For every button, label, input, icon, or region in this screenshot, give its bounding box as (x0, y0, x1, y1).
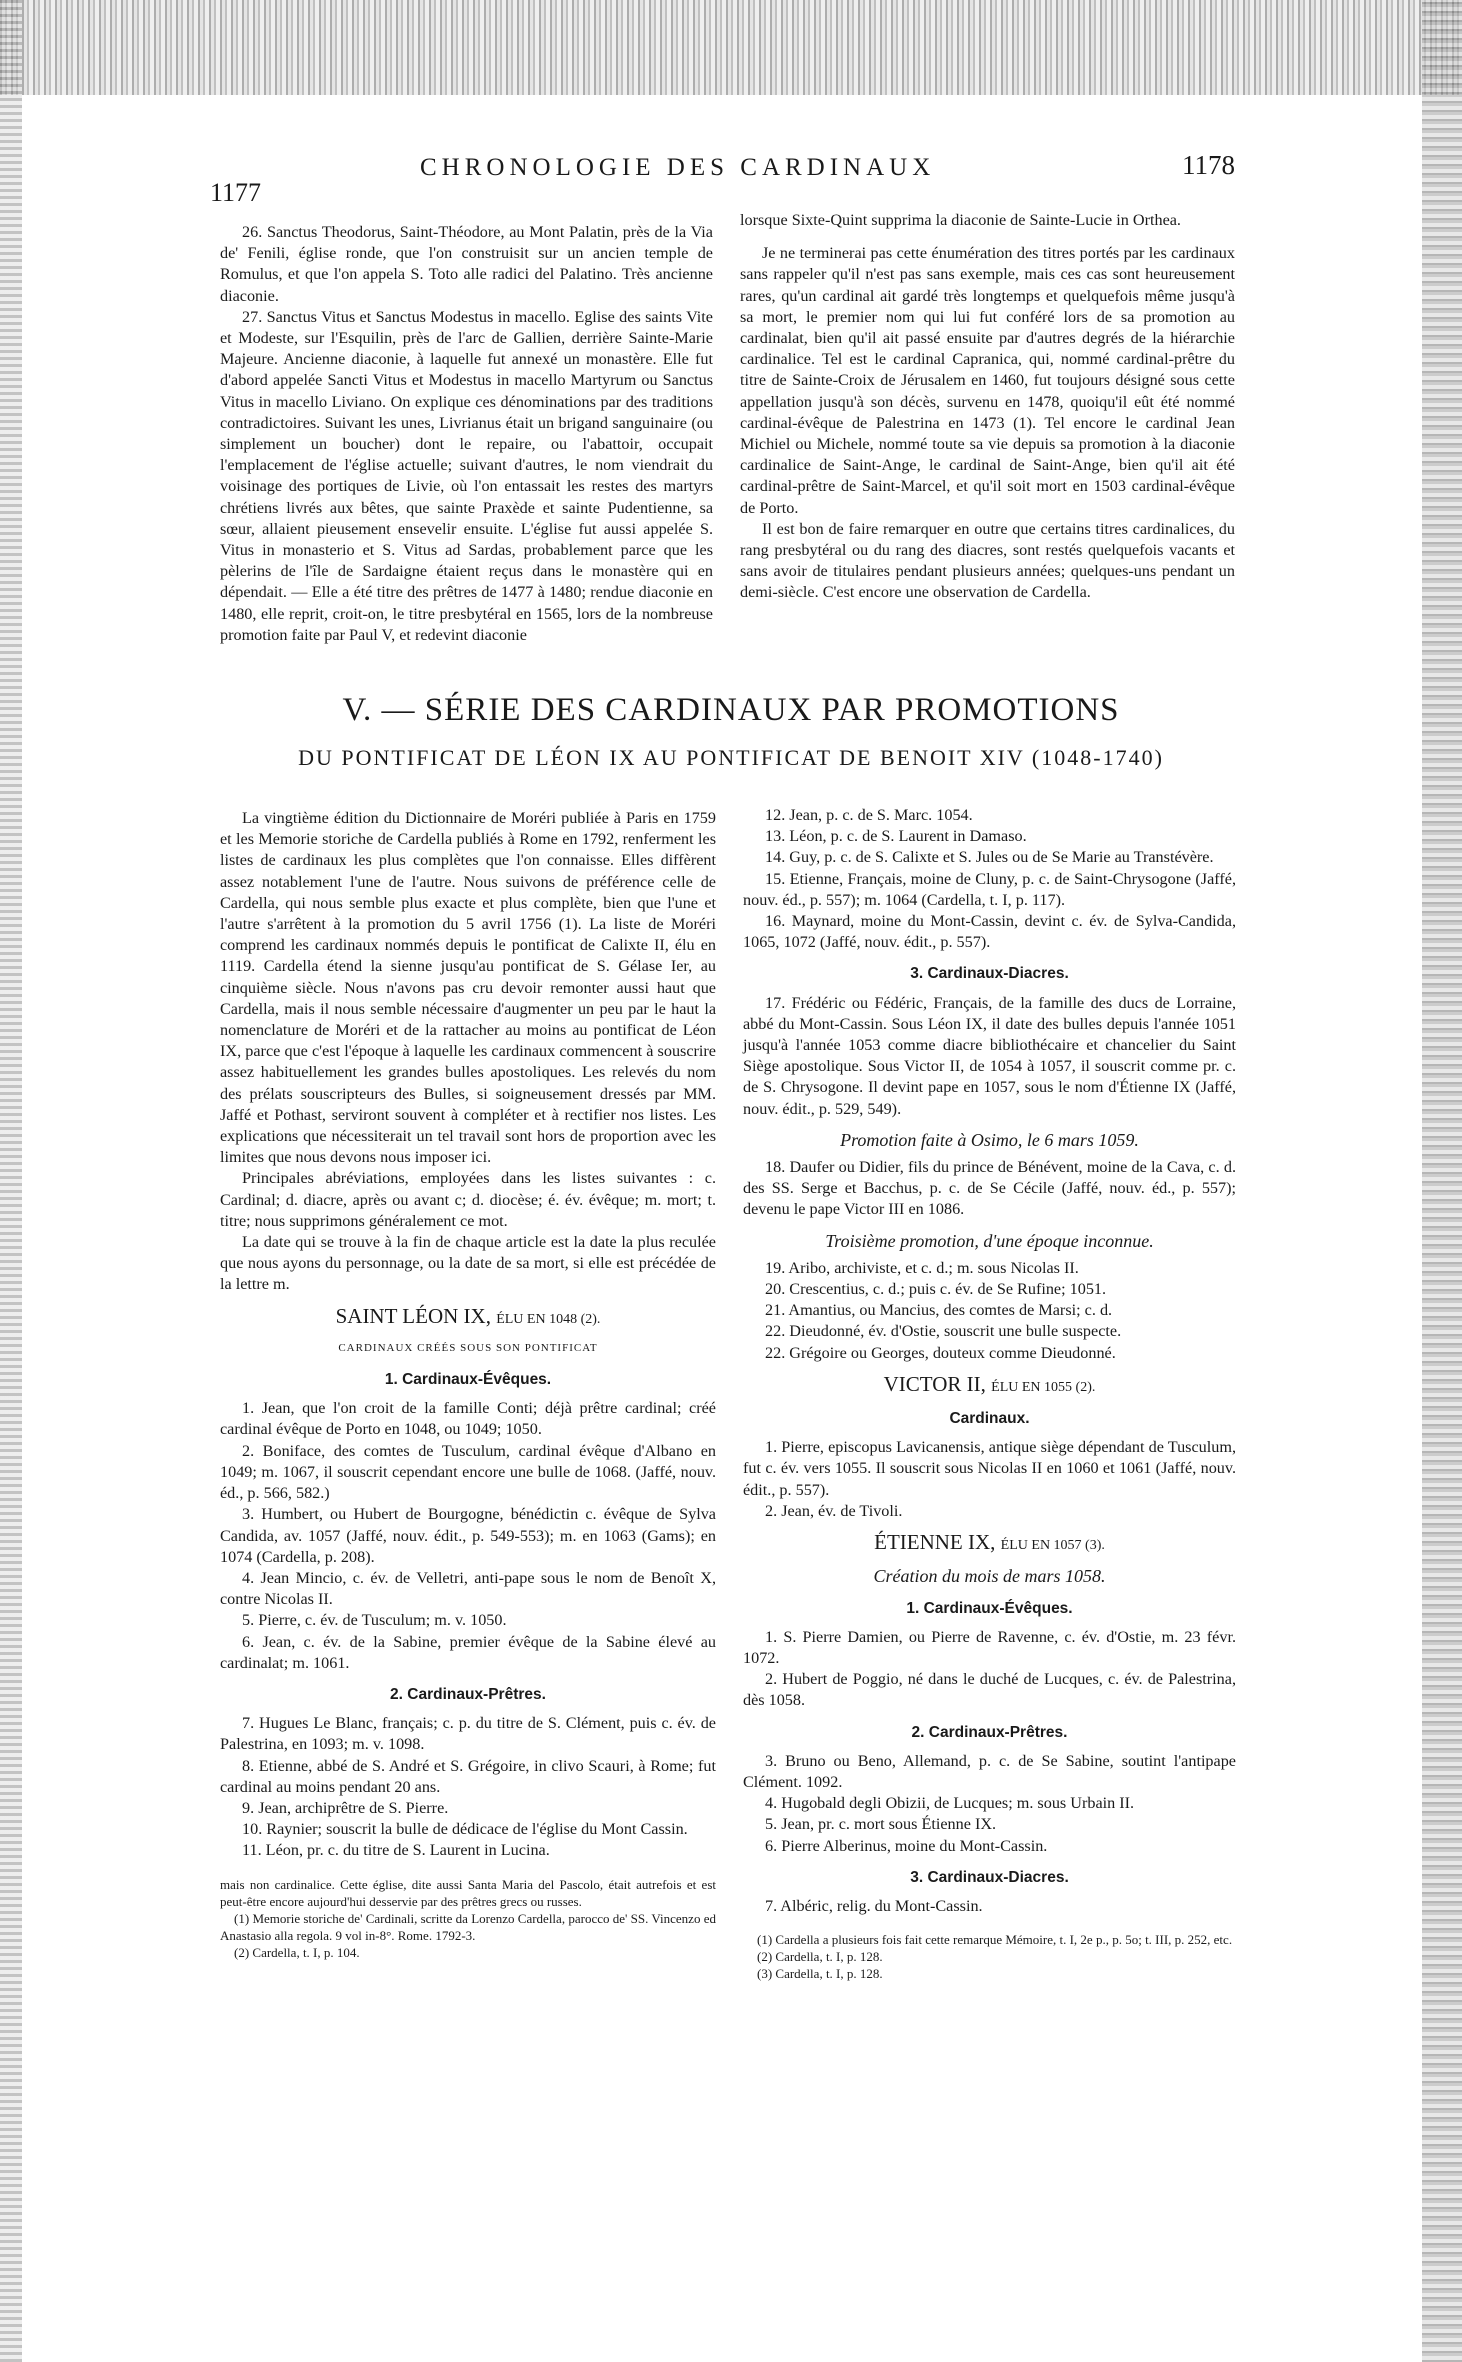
list-item: 1. Pierre, episcopus Lavicanensis, antique siège dépendant de Tusculum, fut c. év. vers 1055. Il souscrit sous Nicolas II en 1060 et 1061 (Jaffé, nouv. édit., p. 557). (743, 1438, 1236, 1499)
pontiff-name: ÉTIENNE IX, (874, 1530, 996, 1555)
list-item: 22. Dieudonné, év. d'Ostie, souscrit une bulle suspecte. (765, 1322, 1122, 1341)
category-heading: 3. Cardinaux-Diacres. (910, 965, 1069, 983)
paragraph: 27. Sanctus Vitus et Sanctus Modestus in macello. Eglise des saints Vite et Modeste, sur l'Esquilin, près de l'arc de Gallien, derrière Sainte-Marie Majeure. Ancienne diaconie, à laquelle fut annexé un monastère. Elle fut d'abord appelée Sancti Vitus et Modestus in macello Martyrum ou Sanctus Vitus in macello Liviano. On explique ces dénominations par des traditions contradictoires. Suivant les unes, Livrianus était un brigand sanguinaire (ou simplement un boucher) dont le repaire, ou l'abattoir, occupait l'emplacement de l'église actuelle; suivant d'autres, le nom viendrait du voisinage des portiques de Livie, où l'on entassait les restes des martyrs chrétiens livrés aux bêtes, que sainte Praxède et sainte Pudentienne, sa sœur, allaient pieusement ensevelir ensuite. L'église fut aussi appelée S. Vitus in monasterio et S. Vitus ad Sardas, probablement parce que les pèlerins de l'île de Sardaigne étaient reçus dans le monastère qui en dépendait. — Elle a été titre des prêtres de 1477 à 1480; rendue diaconie en 1480, elle reprit, croit-on, le titre presbytéral en 1565, lors de la nombreuse promotion faite par Paul V, et redevint diaconie (220, 307, 713, 644)
pontiff-heading (220, 1303, 716, 1330)
running-title: CHRONOLOGIE DES CARDINAUX (420, 154, 936, 181)
footnote: (3) Cardella, t. I, p. 128. (757, 1966, 883, 1982)
list-item: 2. Boniface, des comtes de Tusculum, cardinal évêque d'Albano en 1049; m. 1067, il souscrit cependant encore une bulle de 1068. (Jaffé, nouv. éd., p. 566, 582.) (220, 1441, 716, 1503)
pontiff-elected: ÉLU EN 1048 (2). (496, 1311, 601, 1327)
list-item: 7. Hugues Le Blanc, français; c. p. du titre de S. Clément, puis c. év. de Palestrina, en 1093; m. v. 1098. (220, 1714, 716, 1754)
top-right-column (740, 210, 1235, 604)
list-item: 13. Léon, p. c. de S. Laurent in Damaso. (765, 827, 1027, 846)
footnotes-left (220, 1876, 716, 1961)
footnote: (2) Cardella, t. I, p. 104. (234, 1944, 360, 1960)
category-heading: 1. Cardinaux-Évêques. (906, 1599, 1073, 1617)
scanned-right-edge (1422, 0, 1462, 2362)
paragraph: lorsque Sixte-Quint supprima la diaconie de Sainte-Lucie in Orthea. (740, 211, 1181, 229)
pontiff-heading (743, 1371, 1236, 1398)
category-heading: 2. Cardinaux-Prêtres. (390, 1685, 546, 1703)
list-item: 3. Bruno ou Beno, Allemand, p. c. de Se Sabine, soutint l'antipape Clément. 1092. (743, 1751, 1236, 1791)
intro-paragraph: La vingtième édition du Dictionnaire de Moréri publiée à Paris en 1759 et les Memorie storiche de Cardella publiés à Rome en 1792, renferment les listes de cardinaux les plus complètes que l'on connaisse. Elles diffèrent assez notablement l'une de l'autre. Nous suivons de préférence celle de Cardella, qui nous semble plus exacte et plus complète, bien que l'une et l'autre s'arrêtent à la promotion du 5 avril 1756 (1). La liste de Moréri comprend les cardinaux nommés depuis le pontificat de Calixte II, élu en 1119. Cardella étend la sienne jusqu'au pontificat de S. Gélase Ier, au cinquième siècle. Nous n'avons pas cru devoir remonter aussi haut que Cardella, mais il nous semble nécessaire d'augmenter un peu par le haut la nomenclature de Moréri et de la rattacher au moins au pontificat de Léon IX, parce que c'est l'époque à laquelle les cardinaux commencent à souscrire assez habituellement les grandes bulles apostoliques. Les relevés du nom des prélats souscripteurs des Bulles, si soigneusement dressés par MM. Jaffé et Pothast, serviront souvent à compléter et à rectifier nos listes. Les explications que nécessiterait un tel travail sont hors de proportion avec les limites que nous devons nous imposer ici. (220, 809, 716, 1167)
list-item: 3. Humbert, ou Hubert de Bourgogne, bénédictin c. évêque de Sylva Candida, av. 1057 (Jaffé, nouv. édit., p. 549-553); m. en 1063 (Gams); en 1074 (Cardella, p. 208). (220, 1505, 716, 1566)
list-item: 12. Jean, p. c. de S. Marc. 1054. (765, 806, 973, 824)
pontiff-heading (743, 1532, 1236, 1556)
intro-paragraph: Principales abréviations, employées dans les listes suivantes : c. Cardinal; d. diacre, après ou avant c; d. diocèse; é. év. évêque; m. mort; t. titre; nous supprimons généralement ce mot. (220, 1169, 716, 1230)
list-item: 22. Grégoire ou Georges, douteux comme Dieudonné. (765, 1343, 1116, 1362)
list-item: 2. Hubert de Poggio, né dans le duché de Lucques, c. év. de Palestrina, dès 1058. (743, 1670, 1236, 1710)
category-heading: 2. Cardinaux-Prêtres. (911, 1723, 1068, 1741)
intro-paragraph: La date qui se trouve à la fin de chaque article est la date la plus reculée que nous ayons du personnage, ou la date de sa mort, si elle est précédée de la lettre m. (220, 1233, 716, 1294)
list-item: 10. Raynier; souscrit la bulle de dédicace de l'église du Mont Cassin. (242, 1820, 688, 1839)
promotion-heading: Promotion faite à Osimo, le 6 mars 1059. (840, 1129, 1139, 1150)
page-number-right: 1178 (1182, 150, 1235, 180)
list-item: 2. Jean, év. de Tivoli. (765, 1501, 903, 1520)
pontiff-elected: ÉLU EN 1057 (3). (1000, 1538, 1105, 1554)
paragraph: Je ne terminerai pas cette énumération des titres portés par les cardinaux sans rappeler qu'il n'est pas sans exemple, mais ces cas sont heureusement rares, qu'un cardinal ait gardé très longtemps et quelquefois même jusqu'à sa mort, le premier nom qui lui fut conféré lors de sa promotion au cardinalat, bien qu'il ait passé ensuite par d'autres degrés de la hiérarchie cardinalice. Tel est le cardinal Capranica, qui, nommé cardinal-prêtre du titre de Sainte-Croix de Jérusalem en 1460, fut toujours désigné sous cette appellation jusqu'à son décès, survenu en 1478, quoiqu'il eût été nommé cardinal-évêque de Palestrina en 1473 (1). Tel encore le cardinal Jean Michiel ou Michele, nommé toute sa vie depuis sa promotion à la diaconie cardinalice de Saint-Ange, le cardinal de Saint-Ange, bien qu'il ait été cardinal-prêtre de Saint-Marcel, et qu'il soit mort en 1503 cardinal-évêque de Porto. (740, 244, 1235, 517)
paragraph: 26. Sanctus Theodorus, Saint-Théodore, au Mont Palatin, près de la Via de' Fenili, église ronde, que l'on construisit sur un ancien temple de Romulus, et que l'on appela S. Toto alle radici del Palatino. Très ancienne diaconie. (220, 223, 713, 305)
list-item: 18. Daufer ou Didier, fils du prince de Bénévent, moine de la Cava, c. d. des SS. Serge et Bacchus, p. c. de Se Cécile (Jaffé, nouv. éd., p. 557); devenu le pape Victor III en 1086. (743, 1158, 1236, 1219)
list-item: 8. Etienne, abbé de S. André et S. Grégoire, in clivo Scauri, à Rome; fut cardinal au moins pendant 20 ans. (220, 1756, 716, 1796)
list-item: 5. Pierre, c. év. de Tusculum; m. v. 1050. (242, 1611, 507, 1630)
list-item: 4. Hugobald degli Obizii, de Lucques; m. sous Urbain II. (765, 1794, 1135, 1813)
creation-heading: Création du mois de mars 1058. (873, 1566, 1106, 1587)
category-heading: 1. Cardinaux-Évêques. (384, 1371, 552, 1389)
list-item: 21. Amantius, ou Mancius, des comtes de Marsi; c. d. (765, 1301, 1113, 1320)
category-heading: Cardinaux. (949, 1410, 1030, 1428)
top-left-column (220, 222, 713, 646)
section-title: V. — SÉRIE DES CARDINAUX PAR PROMOTIONS (342, 692, 1120, 728)
promotion-heading: Troisième promotion, d'une époque inconnue. (825, 1230, 1154, 1251)
footnotes-right (743, 1931, 1236, 1982)
list-item: 6. Pierre Alberinus, moine du Mont-Cassin. (765, 1836, 1048, 1855)
list-item: 5. Jean, pr. c. mort sous Étienne IX. (765, 1815, 997, 1834)
footnote: (1) Cardella a plusieurs fois fait cette remarque Mémoire, t. I, 2e p., p. 5o; t. III, p. 252, etc. (757, 1932, 1233, 1948)
list-item: 16. Maynard, moine du Mont-Cassin, devint c. év. de Sylva-Candida, 1065, 1072 (Jaffé, nouv. édit., p. 557). (743, 912, 1236, 952)
scanned-top-edge (0, 0, 1462, 95)
list-item: 6. Jean, c. év. de la Sabine, premier évêque de la Sabine élevé au cardinalat; m. 1061. (220, 1632, 716, 1672)
list-item: 9. Jean, archiprêtre de S. Pierre. (242, 1798, 449, 1817)
list-item: 19. Aribo, archiviste, et c. d.; m. sous Nicolas II. (765, 1258, 1079, 1277)
list-item: 4. Jean Mincio, c. év. de Velletri, anti-pape sous le nom de Benoît X, contre Nicolas II. (220, 1568, 716, 1609)
category-heading: 3. Cardinaux-Diacres. (910, 1868, 1069, 1886)
list-item: 1. Jean, que l'on croit de la famille Conti; déjà prêtre cardinal; créé cardinal évêque de Porto en 1048, ou 1049; 1050. (220, 1399, 716, 1439)
list-item: 11. Léon, pr. c. du titre de S. Laurent in Lucina. (242, 1841, 550, 1860)
running-head (0, 148, 1462, 207)
footnote: (2) Cardella, t. I, p. 128. (757, 1949, 883, 1965)
pontiff-name: VICTOR II, (883, 1371, 986, 1396)
list-item: 20. Crescentius, c. d.; puis c. év. de Se Rufine; 1051. (765, 1280, 1107, 1299)
section-subtitle: DU PONTIFICAT DE LÉON IX AU PONTIFICAT DE BENOIT XIV (1048-1740) (298, 745, 1164, 770)
list-item: 14. Guy, p. c. de S. Calixte et S. Jules ou de Se Marie au Transtévère. (765, 848, 1214, 867)
list-item: 7. Albéric, relig. du Mont-Cassin. (765, 1896, 983, 1915)
right-column (743, 805, 1236, 1982)
pontiff-elected: ÉLU EN 1055 (2). (991, 1379, 1096, 1395)
creation-note: CARDINAUX CRÉÉS SOUS SON PONTIFICAT (338, 1341, 598, 1354)
scanned-left-edge (0, 0, 22, 2362)
footnote: mais non cardinalice. Cette église, dite aussi Santa Maria del Pascolo, était autrefois et est peut-être encore aujourd'hui desservie par des prêtres grecs ou russes. (220, 1876, 716, 1909)
paragraph: Il est bon de faire remarquer en outre que certains titres cardinalices, du rang presbytéral ou du rang des diacres, sont restés quelquefois vacants et sans avoir de titulaires pendant plusieurs années; quelques-uns pendant un demi-siècle. C'est encore une observation de Cardella. (740, 519, 1235, 602)
list-item: 15. Etienne, Français, moine de Cluny, p. c. de Saint-Chrysogone (Jaffé, nouv. éd., p. 557); m. 1064 (Cardella, t. I, p. 117). (743, 869, 1236, 909)
page-number-left: 1177 (210, 178, 262, 207)
pontiff-name: SAINT LÉON IX, (335, 1303, 491, 1328)
left-column (220, 808, 716, 1961)
footnote: (1) Memorie storiche de' Cardinali, scritte da Lorenzo Cardella, parocco de' SS. Vincenzo ed Anastasio alla regola. 9 vol in-8°. Rome. 1792-3. (220, 1910, 716, 1943)
list-item: 17. Frédéric ou Fédéric, Français, de la famille des ducs de Lorraine, abbé du Mont-Cassin. Sous Léon IX, il date des bulles depuis l'année 1051 jusqu'à l'année 1053 comme diacre bibliothécaire et chancelier du Saint Siège apostolique. Sous Victor II, de 1054 à 1057, il souscrit comme pr. c. de S. Chrysogone. Il devint pape en 1057, sous le nom d'Étienne IX (Jaffé, nouv. édit., p. 529, 549). (743, 993, 1236, 1118)
list-item: 1. S. Pierre Damien, ou Pierre de Ravenne, c. év. d'Ostie, m. 23 févr. 1072. (743, 1627, 1236, 1667)
